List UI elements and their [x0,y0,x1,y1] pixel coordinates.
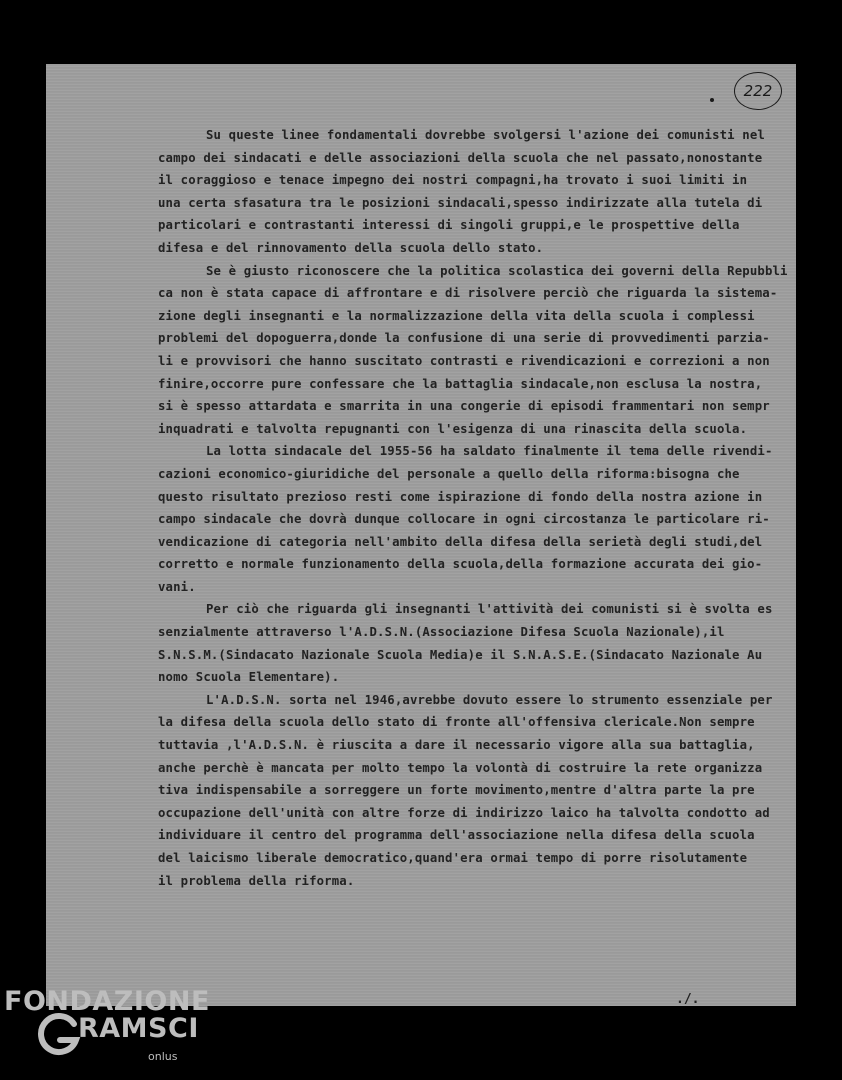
paragraph [158,260,788,441]
text-line: ca non è stata capace di affrontare e di risolvere perciò che riguarda la sistema- [158,286,778,301]
text-line: Se è giusto riconoscere che la politica scolastica dei governi della Repubbli [206,263,788,278]
text-line: vendicazione di categoria nell'ambito della difesa della serietà degli studi,del [158,534,763,549]
text-line: zione degli insegnanti e la normalizzazione della vita della scuola i complessi [158,308,755,323]
text-line: questo risultato prezioso resti come ispirazione di fondo della nostra azione in [158,489,763,504]
document-page [46,64,796,1006]
text-line: finire,occorre pure confessare che la battaglia sindacale,non esclusa la nostra, [158,376,763,391]
text-line: difesa e del rinnovamento della scuola dello stato. [158,240,544,255]
text-line: vani. [158,579,196,594]
continuation-mark: ./. [676,992,700,1006]
paragraph [158,440,780,598]
text-line: campo sindacale che dovrà dunque collocare in ogni circostanza le particolare ri- [158,512,770,527]
text-line: si è spesso attardata e smarrita in una congerie di episodi frammentari non sempr [158,399,770,414]
text-line: Per ciò che riguarda gli insegnanti l'attività dei comunisti si è svolta es [206,602,773,617]
text-line: inquadrati e talvolta repugnanti con l'esigenza di una rinascita della scuola. [158,421,748,436]
typewritten-body [158,124,788,892]
text-line: il coraggioso e tenace impegno dei nostri compagni,ha trovato i suoi limiti in [158,173,748,188]
text-line: S.N.S.M.(Sindacato Nazionale Scuola Media)e il S.N.A.S.E.(Sindacato Nazionale Au [158,647,763,662]
text-line: Su queste linee fondamentali dovrebbe svolgersi l'azione dei comunisti nel [206,128,765,142]
ink-dot [710,98,714,102]
text-line: La lotta sindacale del 1955-56 ha saldato finalmente il tema delle rivendi- [206,444,773,459]
watermark-subtitle: onlus [148,1050,178,1063]
text-line: problemi del dopoguerra,donde la confusione di una serie di provvedimenti parzia- [158,331,770,346]
text-line: il problema della riforma. [158,873,355,888]
text-line: del laicismo liberale democratico,quand'era ormai tempo di porre risolutamente [158,851,748,865]
text-line: senzialmente attraverso l'A.D.S.N.(Associazione Difesa Scuola Nazionale),il [158,625,725,640]
text-line: nomo Scuola Elementare). [158,670,340,685]
text-line: anche perchè è mancata per molto tempo la volontà di costruire la rete organizza [158,760,763,775]
text-line: individuare il centro del programma dell'associazione nella difesa della scuola [158,828,755,843]
page-number-stamp [734,72,782,110]
text-line: tuttavia ,l'A.D.S.N. è riuscita a dare il necessario vigore alla sua battaglia, [158,738,755,753]
text-line: campo dei sindacati e delle associazioni della scuola che nel passato,nonostante [158,150,763,165]
text-line: occupazione dell'unità con altre forze di indirizzo laico ha talvolta condotto ad [158,805,770,820]
paragraph [158,598,780,688]
text-line: la difesa della scuola dello stato di fronte all'offensiva clericale.Non sempre [158,715,755,730]
text-line: particolari e contrastanti interessi di singoli gruppi,e le prospettive della [158,218,740,233]
text-line: una certa sfasatura tra le posizioni sindacali,spesso indirizzate alla tutela di [158,195,763,210]
text-line: li e provvisori che hanno suscitato contrasti e rivendicazioni e correzioni a non [158,353,770,368]
paragraph [158,689,780,892]
text-line: L'A.D.S.N. sorta nel 1946,avrebbe dovuto essere lo strumento essenziale per [206,692,773,707]
text-line: cazioni economico-giuridiche del personale a quello della riforma:bisogna che [158,466,740,481]
gramsci-g-logo-icon [36,1012,82,1058]
watermark-line2: RAMSCI [78,1013,199,1044]
fondazione-gramsci-watermark [4,986,224,1078]
page-number: 222 [743,82,773,100]
text-line: corretto e normale funzionamento della scuola,della formazione accurata dei gio- [158,557,763,572]
paragraph [158,124,780,260]
text-line: tiva indispensabile a sorreggere un forte movimento,mentre d'altra parte la pre [158,783,755,798]
watermark-line1: FONDAZIONE [4,986,210,1017]
